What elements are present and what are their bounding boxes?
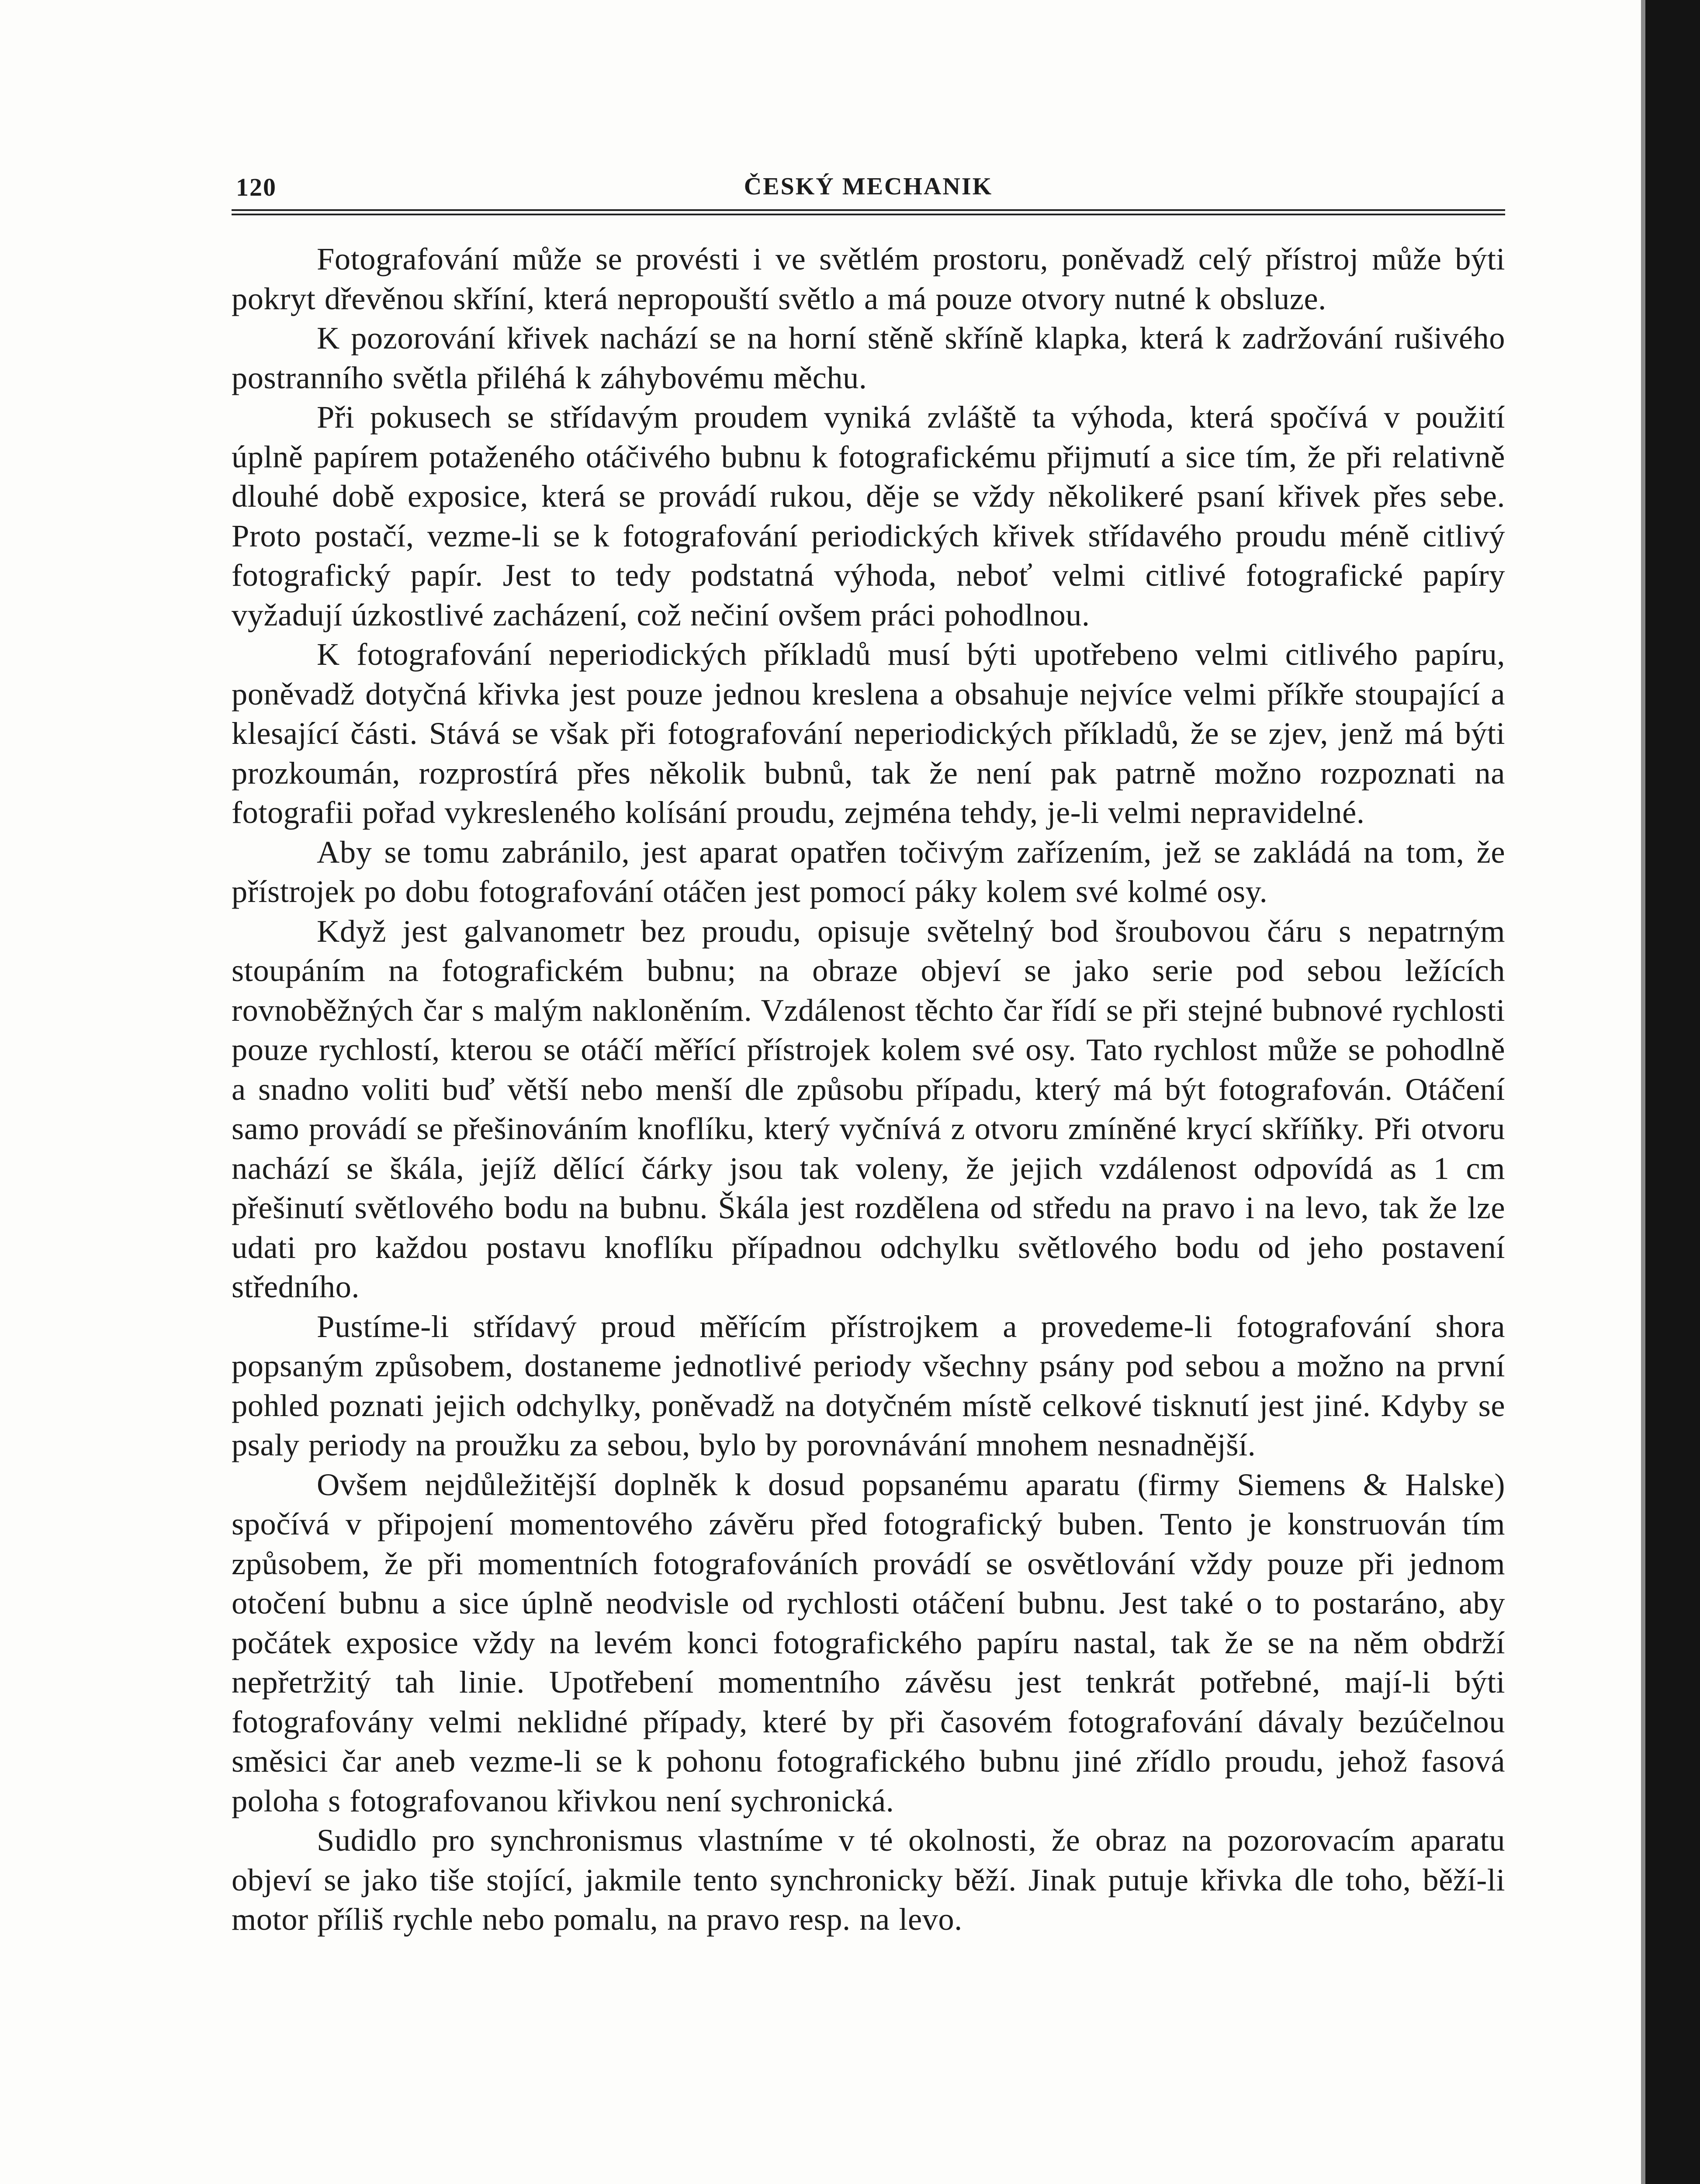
paragraph: Ovšem nejdůležitější doplněk k dosud popsanému aparatu (firmy Siemens & Halske) spočívá v připojení momentového závěru před fotografický buben. Tento je konstruován tím způsobem, že při momentních fotografováních provádí se osvětlování vždy pouze při jednom otočení bubnu a sice úplně neodvisle od rychlosti otáčení bubnu. Jest také o to postaráno, aby počátek exposice vždy na levém konci fotografického papíru nastal, tak že se na něm obdrží nepřetržitý tah linie. Upotřebení momentního závěsu jest tenkrát potřebné, mají-li býti fotografovány velmi neklidné případy, které by při časovém fotografování dávaly bezúčelnou směsici čar aneb vezme-li se k pohonu fotografického bubnu jiné zřídlo proudu, jehož fasová poloha s fotografovanou křivkou není sychronická.	[232, 1466, 1505, 1818]
paragraph: K pozorování křivek nachází se na horní stěně skříně klapka, která k zadržování rušivého postranního světla přiléhá k záhybovému měchu.	[232, 320, 1505, 395]
page-number: 120	[236, 173, 277, 201]
header-double-rule	[232, 209, 1505, 215]
paragraph: Když jest galvanometr bez proudu, opisuje světelný bod šroubovou čáru s nepatrným stoupáním na fotografickém bubnu; na obraze objeví se jako serie pod sebou ležících rovnoběžných čar s malým nakloněním. Vzdálenost těchto čar řídí se při stejné bubnové rychlosti pouze rychlostí, kterou se otáčí měřící přístrojek kolem své osy. Tato rychlost může se pohodlně a snadno voliti buď větší nebo menší dle způsobu případu, který má být fotografován. Otáčení samo provádí se přešinováním knoflíku, který vyčnívá z otvoru zmíněné krycí skříňky. Při otvoru nachází se škála, jejíž dělící čárky jsou tak voleny, že jejich vzdálenost odpovídá as 1 cm přešinutí světlového bodu na bubnu. Škála jest rozdělena od středu na pravo i na levo, tak že lze udati pro každou postavu knoflíku případnou odchylku světlového bodu od jeho postavení středního.	[232, 913, 1505, 1304]
paragraph: Sudidlo pro synchronismus vlastníme v té okolnosti, že obraz na pozorovacím aparatu objeví se jako tiše stojící, jakmile tento synchronicky běží. Jinak putuje křivka dle toho, běží-li motor příliš rychle nebo pomalu, na pravo resp. na levo.	[232, 1822, 1505, 1937]
paragraph: Při pokusech se střídavým proudem vyniká zvláště ta výhoda, která spočívá v použití úplně papírem potaženého otáčivého bubnu k fotografickému přijmutí a sice tím, že při relativně dlouhé době exposice, která se provádí rukou, děje se vždy několikeré psaní křivek přes sebe. Proto postačí, vezme-li se k fotografování periodických křivek střídavého proudu méně citlivý fotografický papír. Jest to tedy podstatná výhoda, neboť velmi citlivé fotografické papíry vyžadují úzkostlivé zacházení, což nečiní ovšem práci pohodlnou.	[232, 399, 1505, 632]
page-header	[232, 173, 1505, 207]
scan-edge-shadow	[1641, 0, 1645, 2184]
paragraph: K fotografování neperiodických příkladů musí býti upotřebeno velmi citlivého papíru, poněvadž dotyčná křivka jest pouze jednou kreslena a obsahuje nejvíce velmi příkře stoupající a klesající části. Stává se však při fotografování neperiodických příkladů, že se zjev, jenž má býti prozkoumán, rozprostírá přes několik bubnů, tak že není pak patrně možno rozpoznati na fotografii pořad vykresleného kolísání proudu, zejména tehdy, je-li velmi nepravidelné.	[232, 636, 1505, 830]
scan-edge-border	[1645, 0, 1700, 2184]
page-content	[232, 173, 1505, 1939]
paragraph: Aby se tomu zabránilo, jest aparat opatřen točivým zařízením, jež se zakládá na tom, že přístrojek po dobu fotografování otáčen jest pomocí páky kolem své kolmé osy.	[232, 834, 1505, 909]
paragraph: Fotografování může se provésti i ve světlém prostoru, poněvadž celý přístroj může býti pokryt dřevěnou skříní, která nepropouští světlo a má pouze otvory nutné k obsluze.	[232, 241, 1505, 316]
article-body	[232, 239, 1505, 1939]
paragraph: Pustíme-li střídavý proud měřícím přístrojkem a provedeme-li fotografování shora popsaným způsobem, dostaneme jednotlivé periody všechny psány pod sebou a možno na první pohled poznati jejich odchylky, poněvadž na dotyčném místě celkové tisknutí jest jiné. Kdyby se psaly periody na proužku za sebou, bylo by porovnávání mnohem nesnadnější.	[232, 1308, 1505, 1462]
running-title: ČESKÝ MECHANIK	[744, 173, 993, 200]
